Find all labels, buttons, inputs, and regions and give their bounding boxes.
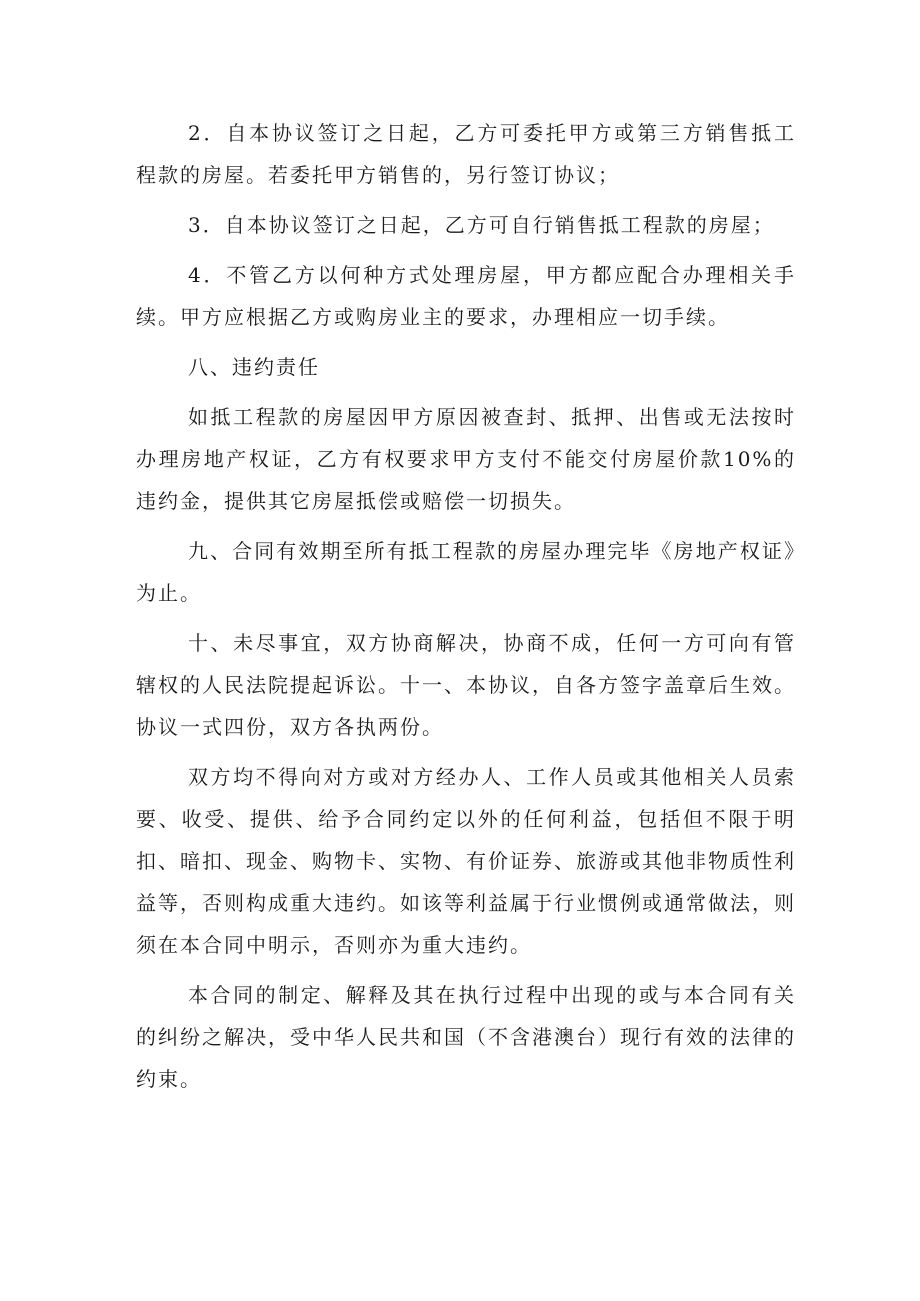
paragraph-gap — [136, 748, 796, 756]
paragraph-gap — [136, 196, 796, 204]
paragraph-gap — [136, 338, 796, 346]
paragraph-gap — [136, 246, 796, 254]
paragraph-gap — [136, 614, 796, 622]
paragraph-dispute-resolution: 十、未尽事宜，双方协商解决，协商不成，任何一方可向有管辖权的人民法院提起诉讼。十一、本协议，自各方签字盖章后生效。协议一式四份，双方各执两份。 — [136, 631, 796, 739]
paragraph-breach-detail: 如抵工程款的房屋因甲方原因被查封、抵押、出售或无法按时办理房地产权证，乙方有权要求甲方支付不能交付房屋价款10%的违约金，提供其它房屋抵偿或赔偿一切损失。 — [136, 405, 796, 513]
paragraph-gap — [136, 966, 796, 974]
paragraph-validity-period: 九、合同有效期至所有抵工程款的房屋办理完毕《房地产权证》为止。 — [136, 539, 796, 605]
document-body — [136, 112, 796, 1100]
paragraph-item-2: 2．自本协议签订之日起，乙方可委托甲方或第三方销售抵工程款的房屋。若委托甲方销售的，另行签订协议； — [136, 121, 796, 187]
paragraph-anti-bribery: 双方均不得向对方或对方经办人、工作人员或其他相关人员索要、收受、提供、给予合同约定以外的任何利益，包括但不限于明扣、暗扣、现金、购物卡、实物、有价证券、旅游或其他非物质性利益等，否则构成重大违约。如该等利益属于行业惯例或通常做法，则须在本合同中明示，否则亦为重大违约。 — [136, 765, 796, 957]
section-heading-breach: 八、违约责任 — [188, 355, 320, 379]
paragraph-item-3: 3．自本协议签订之日起，乙方可自行销售抵工程款的房屋； — [188, 213, 775, 237]
paragraph-gap — [136, 522, 796, 530]
paragraph-item-4: 4．不管乙方以何种方式处理房屋，甲方都应配合办理相关手续。甲方应根据乙方或购房业主的要求，办理相应一切手续。 — [136, 263, 796, 329]
paragraph-gap — [136, 388, 796, 396]
paragraph-governing-law: 本合同的制定、解释及其在执行过程中出现的或与本合同有关的纠纷之解决，受中华人民共和国（不含港澳台）现行有效的法律的约束。 — [136, 983, 796, 1091]
